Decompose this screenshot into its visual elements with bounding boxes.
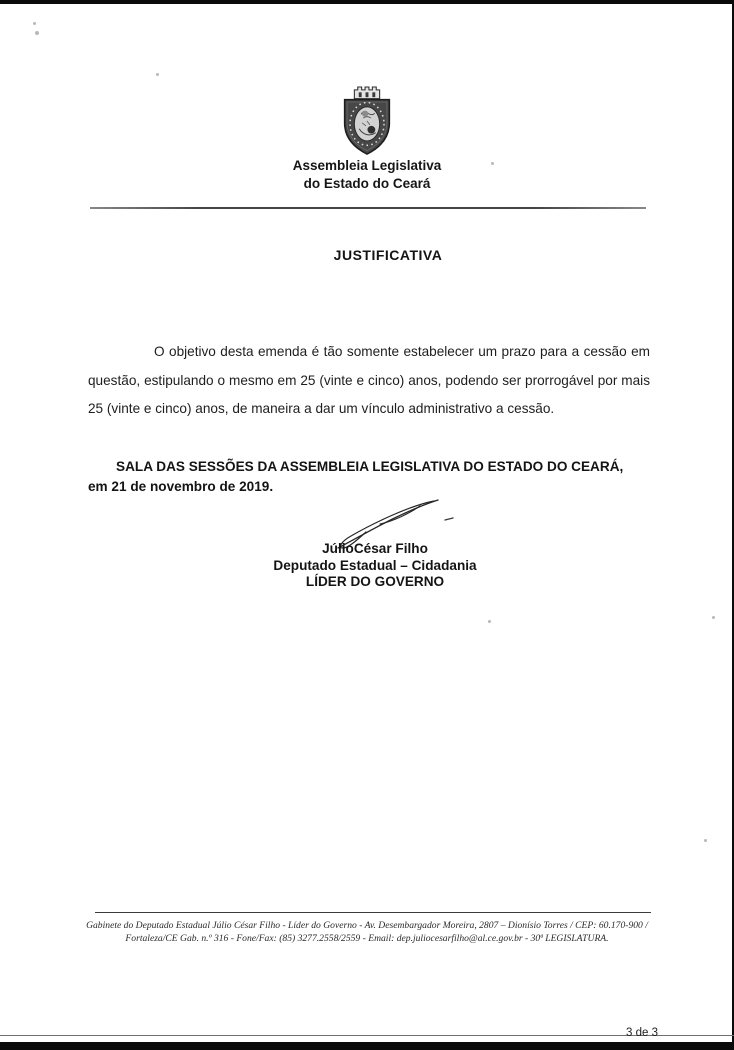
signatory-name: JúlioCésar Filho [322, 541, 428, 556]
closing-statement [88, 457, 654, 497]
scan-speck [704, 839, 707, 842]
footer-contact-info [60, 919, 674, 945]
closing-line2: em 21 de novembro de 2019. [88, 479, 274, 494]
organization-name [0, 157, 734, 193]
scan-speck [35, 31, 39, 35]
scan-speck [33, 22, 36, 25]
header-divider [90, 207, 646, 209]
signatory-position: LÍDER DO GOVERNO [305, 574, 445, 589]
document-title: JUSTIFICATIVA [333, 247, 443, 263]
page-bottom-rule [0, 1035, 734, 1036]
scan-speck [712, 616, 715, 619]
signatory-role: Deputado Estadual – Cidadania [273, 557, 477, 573]
organization-name-line1: Assembleia Legislativa [292, 158, 442, 173]
footer-line1: Gabinete do Deputado Estadual Júlio César Filho - Líder do Governo - Av. Desembargador Moreira, 2807 – Dionísio Torres / CEP: 60.170-900 / [86, 920, 648, 931]
footer-line2: Fortaleza/CE Gab. n.º 316 - Fone/Fax: (85) 3277.2558/2559 - Email: dep.juliocesarfilho@al.ce.gov.br - 30ª LEGISLATURA. [125, 933, 609, 944]
ceara-coat-of-arms-icon [332, 86, 402, 156]
scan-speck [156, 73, 159, 76]
signature-block [0, 541, 734, 591]
page-number: 3 de 3 [626, 1027, 658, 1039]
scan-speck [488, 620, 491, 623]
closing-line1: SALA DAS SESSÕES DA ASSEMBLEIA LEGISLATIVA DO ESTADO DO CEARÁ, [116, 459, 624, 474]
organization-name-line2: do Estado do Ceará [303, 176, 431, 191]
scan-artifact-bottom-bar [0, 1042, 734, 1050]
scan-artifact-top-bar [0, 0, 734, 4]
footer-divider [95, 912, 651, 913]
body-paragraph: O objetivo desta emenda é tão somente estabelecer um prazo para a cessão em questão, estipulando o mesmo em 25 (vinte e cinco) anos, podendo ser prorrogável por mais 25 (vinte e cinco) anos, de maneira a dar um vínculo administrativo a cessão. [88, 344, 650, 416]
